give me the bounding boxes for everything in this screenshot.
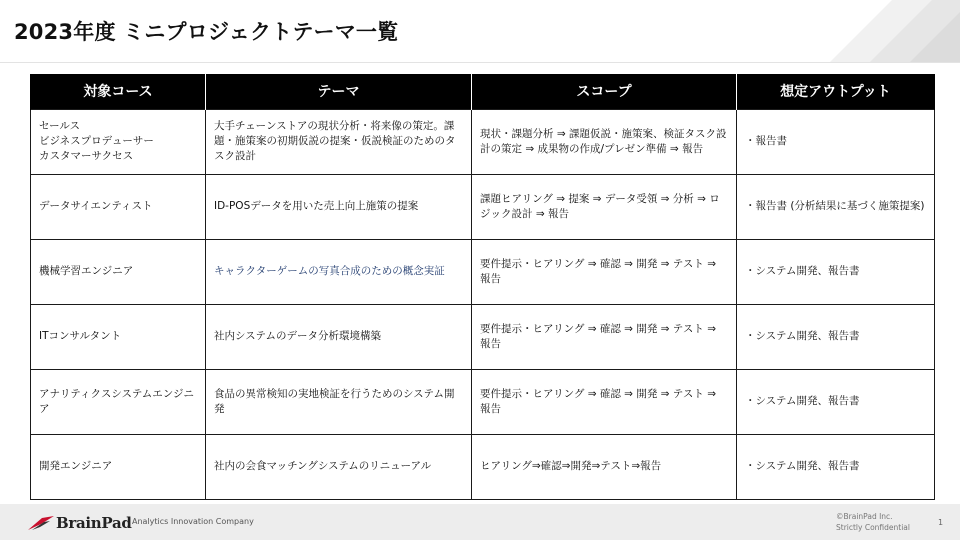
corner-decoration [750, 0, 960, 62]
cell-output: ・システム開発、報告書 [737, 304, 935, 369]
cell-output: ・システム開発、報告書 [737, 239, 935, 304]
table-header-row [31, 74, 935, 109]
cell-theme: 大手チェーンストアの現状分析・将来像の策定。課題・施策案の初期仮説の提案・仮説検証のためのタスク設計 [206, 109, 472, 174]
theme-table [30, 74, 935, 500]
table-row [31, 239, 935, 304]
cell-scope: 要件提示・ヒアリング ⇒ 確認 ⇒ 開発 ⇒ テスト ⇒ 報告 [472, 239, 737, 304]
table-row [31, 109, 935, 174]
header-output: 想定アウトプット [737, 74, 935, 109]
theme-text: キャラクターゲームの写真合成のための概念実証 [214, 265, 445, 277]
cell-theme: ID-POSデータを用いた売上向上施策の提案 [206, 174, 472, 239]
cell-course [31, 109, 206, 174]
table-row [31, 304, 935, 369]
copyright-line: ©BrainPad Inc. [836, 512, 893, 521]
header-course: 対象コース [31, 74, 206, 109]
brainpad-logo [28, 514, 132, 532]
tagline: Analytics Innovation Company [132, 517, 254, 526]
table-row [31, 174, 935, 239]
page-number: 1 [938, 518, 944, 527]
cell-course: 開発エンジニア [31, 434, 206, 499]
header-theme: テーマ [206, 74, 472, 109]
table-row [31, 369, 935, 434]
cell-output: ・システム開発、報告書 [737, 369, 935, 434]
cell-output: ・報告書 (分析結果に基づく施策提案) [737, 174, 935, 239]
cell-scope: 課題ヒアリング ⇒ 提案 ⇒ データ受領 ⇒ 分析 ⇒ ロジック設計 ⇒ 報告 [472, 174, 737, 239]
cell-scope: 要件提示・ヒアリング ⇒ 確認 ⇒ 開発 ⇒ テスト ⇒ 報告 [472, 304, 737, 369]
page-title: 2023年度 ミニプロジェクトテーマ一覧 [14, 20, 399, 44]
title-divider [0, 62, 960, 63]
logo-mark-icon [28, 515, 54, 531]
cell-course: アナリティクスシステムエンジニア [31, 369, 206, 434]
header-scope: スコープ [472, 74, 737, 109]
logo-text: BrainPad [56, 514, 132, 532]
cell-course: 機械学習エンジニア [31, 239, 206, 304]
footer [0, 504, 960, 540]
cell-scope: ヒアリング⇒確認⇒開発⇒テスト⇒報告 [472, 434, 737, 499]
course-name: セールス [39, 120, 81, 132]
cell-scope: 現状・課題分析 ⇒ 課題仮説・施策案、検証タスク設計の策定 ⇒ 成果物の作成/プレゼン準備 ⇒ 報告 [472, 109, 737, 174]
course-name: ビジネスプロデューサー [39, 135, 154, 147]
cell-course: データサイエンティスト [31, 174, 206, 239]
cell-theme [206, 239, 472, 304]
cell-output: ・報告書 [737, 109, 935, 174]
cell-output: ・システム開発、報告書 [737, 434, 935, 499]
copyright [836, 511, 910, 533]
course-name: カスタマーサクセス [39, 150, 134, 162]
table-row [31, 434, 935, 499]
cell-theme: 食品の異常検知の実地検証を行うためのシステム開発 [206, 369, 472, 434]
confidential-line: Strictly Confidential [836, 523, 910, 532]
cell-theme: 社内の会食マッチングシステムのリニューアル [206, 434, 472, 499]
cell-theme: 社内システムのデータ分析環境構築 [206, 304, 472, 369]
cell-course: ITコンサルタント [31, 304, 206, 369]
cell-scope: 要件提示・ヒアリング ⇒ 確認 ⇒ 開発 ⇒ テスト ⇒ 報告 [472, 369, 737, 434]
